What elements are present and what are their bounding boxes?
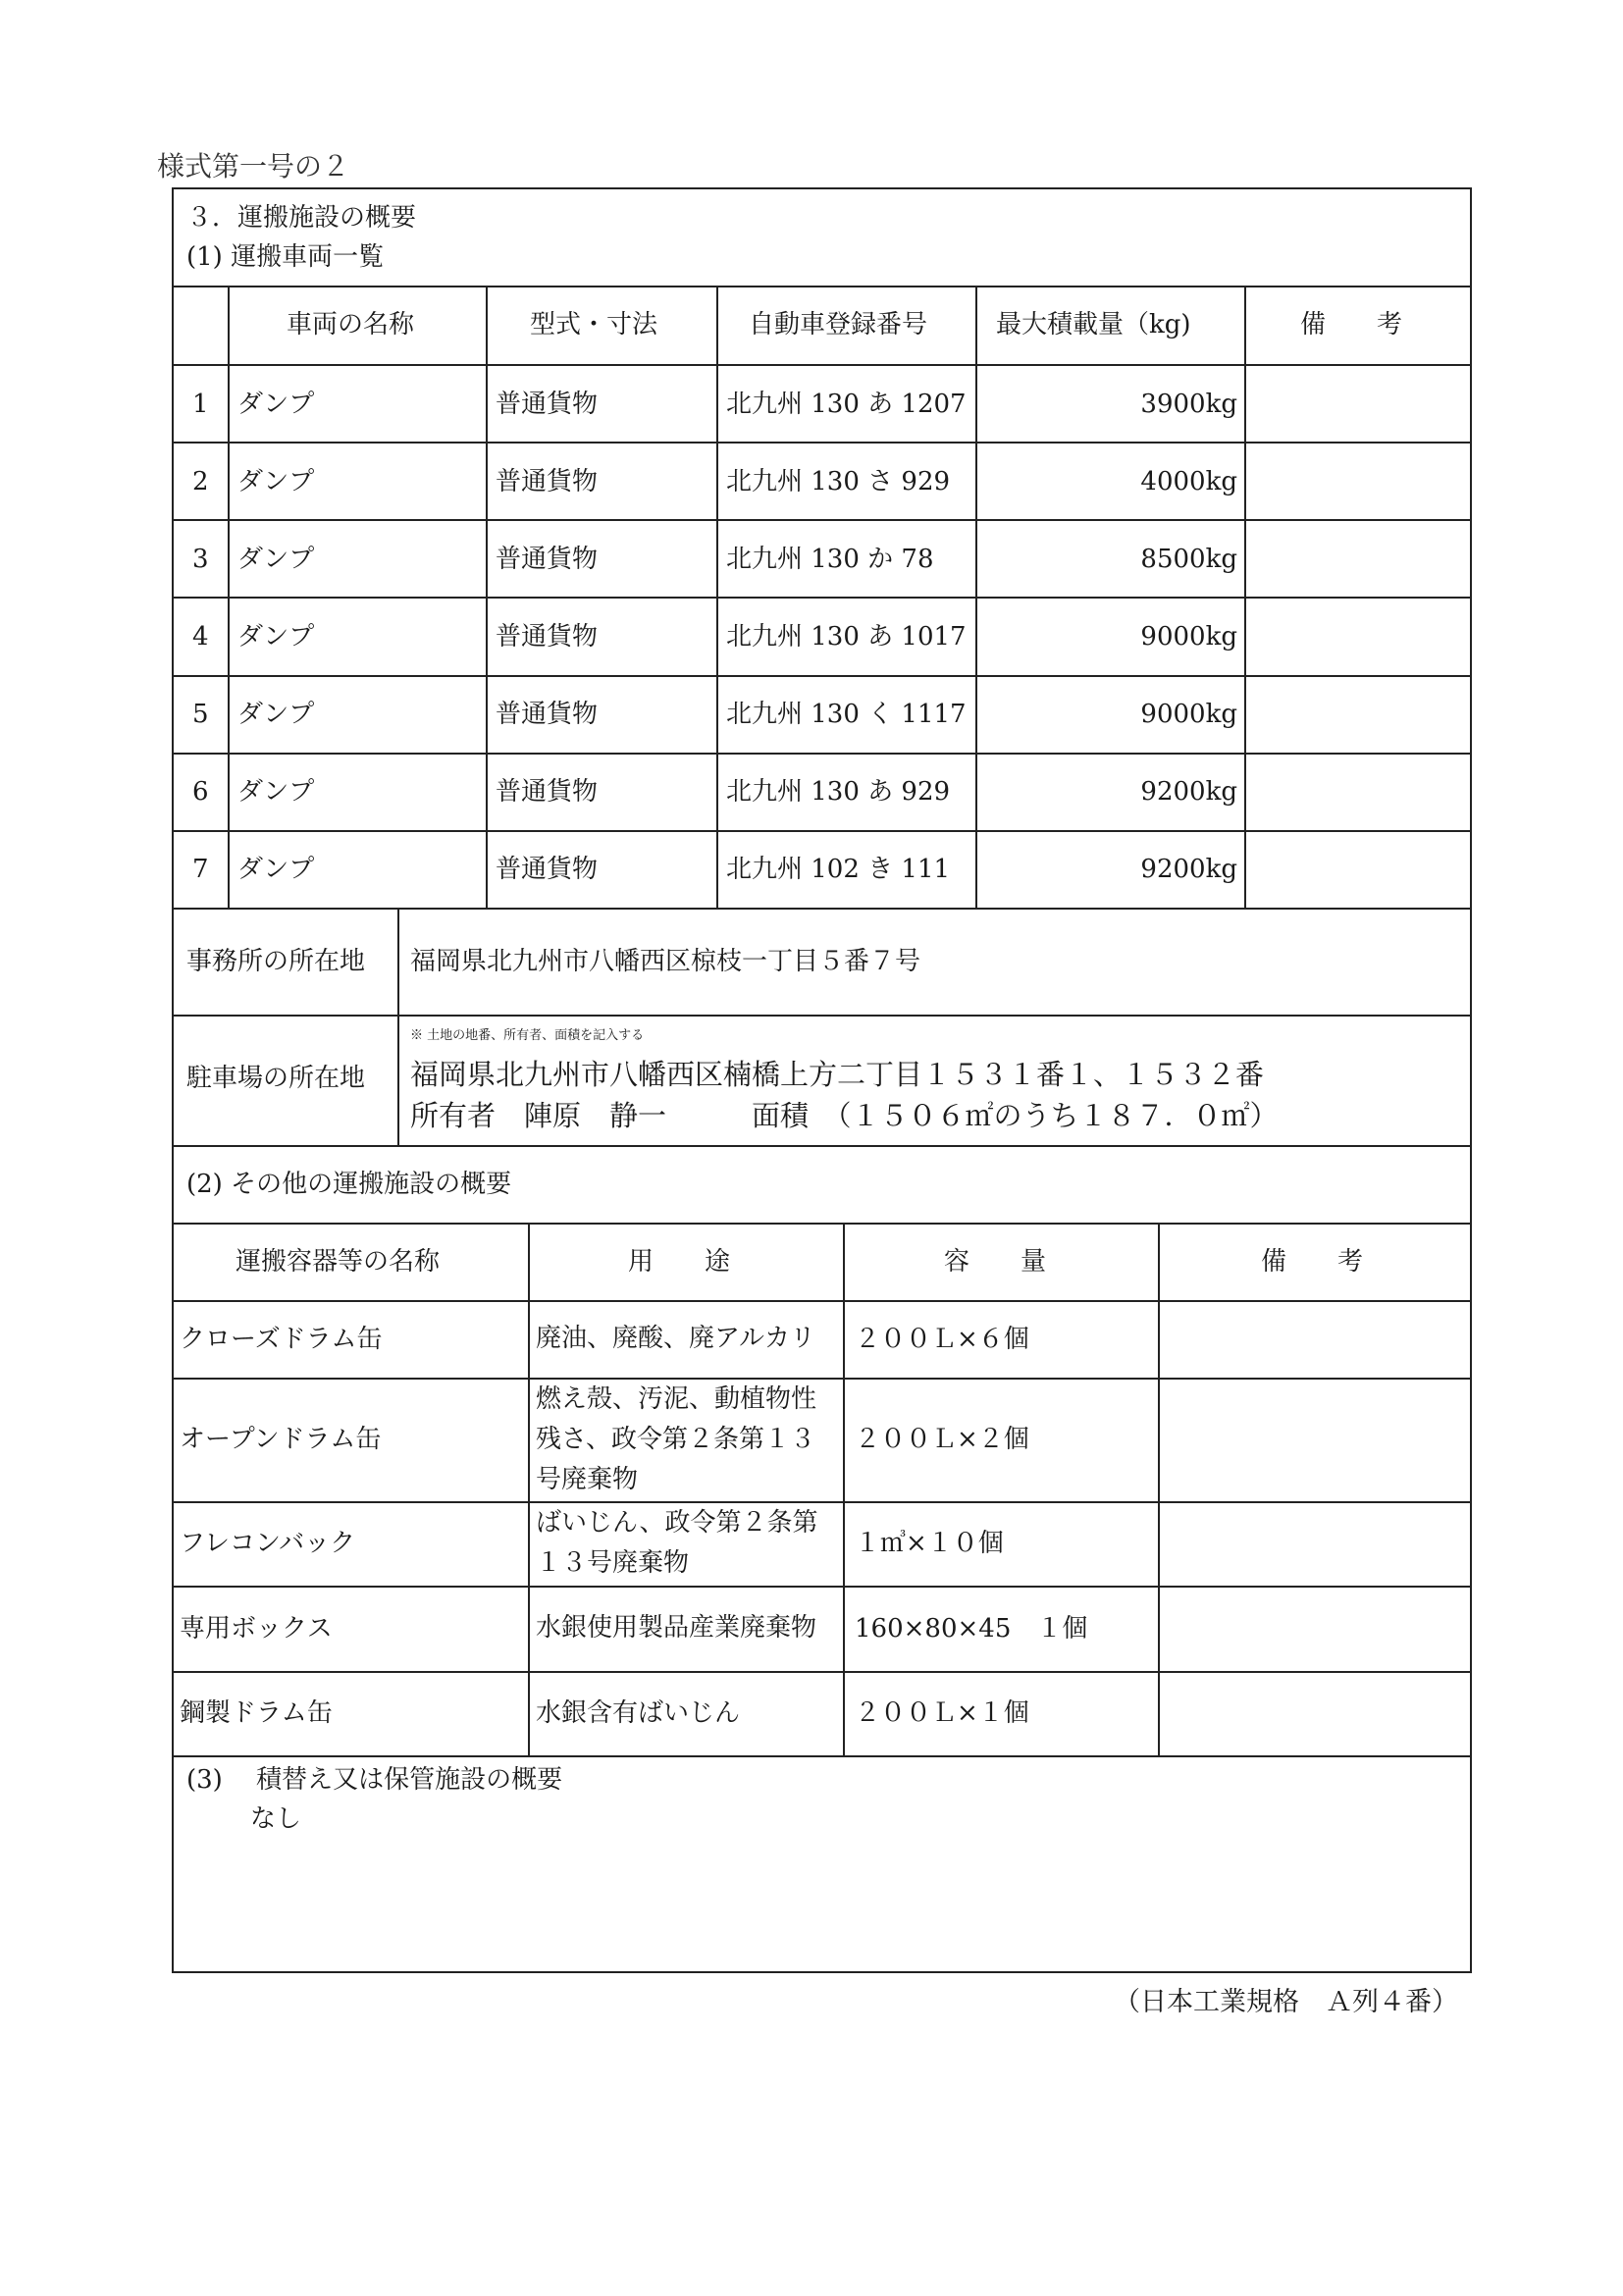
label-col-line bbox=[397, 908, 399, 1145]
container-row-line bbox=[172, 1586, 1472, 1588]
container-use-line: 燃え殻、汚泥、動植物性 bbox=[536, 1383, 817, 1414]
parking-address: 福岡県北九州市八幡西区楠橋上方二丁目１５３１番１、１５３２番 bbox=[410, 1058, 1265, 1091]
container-capacity: ２００Ｌ×６個 bbox=[855, 1324, 1029, 1354]
vehicle-max-load: 4000kg bbox=[1140, 467, 1237, 496]
section-3-title: ３．運搬施設の概要 bbox=[186, 203, 417, 233]
vehicle-header-3: 最大積載量（kg) bbox=[996, 310, 1191, 339]
container-col-line bbox=[1158, 1223, 1160, 1755]
vehicle-header-4: 備 考 bbox=[1300, 310, 1403, 339]
vehicle-name: ダンプ bbox=[237, 622, 315, 652]
container-name: クローズドラム缶 bbox=[180, 1324, 383, 1354]
container-header-2: 容 量 bbox=[944, 1247, 1047, 1277]
vehicle-col-line bbox=[1244, 286, 1246, 908]
vehicle-name: ダンプ bbox=[237, 390, 315, 419]
vehicle-name: ダンプ bbox=[237, 545, 315, 574]
vehicle-row-number: 5 bbox=[192, 700, 209, 729]
office-label: 事務所の所在地 bbox=[186, 947, 366, 976]
vehicle-header-2: 自動車登録番号 bbox=[749, 310, 928, 339]
section-3b-title: (3) 積替え又は保管施設の概要 bbox=[186, 1765, 563, 1795]
vehicle-type: 普通貨物 bbox=[496, 390, 599, 419]
vehicle-row-line bbox=[172, 364, 1472, 366]
vehicle-row-line bbox=[172, 830, 1472, 832]
vehicle-name: ダンプ bbox=[237, 777, 315, 807]
vehicle-header-1: 型式・寸法 bbox=[530, 310, 658, 339]
container-use-line: １３号廃棄物 bbox=[536, 1548, 690, 1578]
container-name: 鋼製ドラム缶 bbox=[180, 1698, 333, 1728]
container-capacity: １㎥×１０個 bbox=[855, 1529, 1004, 1558]
section2-row-line bbox=[172, 1223, 1472, 1225]
vehicle-type: 普通貨物 bbox=[496, 545, 599, 574]
vehicle-header-0: 車両の名称 bbox=[287, 310, 415, 339]
vehicle-row-line bbox=[172, 519, 1472, 521]
container-use-line: 水銀含有ばいじん bbox=[536, 1697, 741, 1728]
vehicle-registration: 北九州 130 あ 929 bbox=[726, 777, 951, 807]
vehicle-max-load: 8500kg bbox=[1140, 545, 1237, 574]
container-use-line: 廃油、廃酸、廃アルカリ bbox=[536, 1324, 815, 1353]
vehicle-row-number: 7 bbox=[192, 855, 209, 884]
office-row-line bbox=[172, 1015, 1472, 1017]
vehicle-row-number: 4 bbox=[192, 622, 209, 652]
vehicle-row-number: 2 bbox=[192, 467, 209, 496]
vehicle-registration: 北九州 130 さ 929 bbox=[726, 467, 951, 496]
page-footer: （日本工業規格 Ａ列４番） bbox=[1114, 1987, 1458, 2017]
vehicle-registration: 北九州 130 か 78 bbox=[726, 545, 934, 574]
vehicle-max-load: 9000kg bbox=[1140, 700, 1237, 729]
container-header-3: 備 考 bbox=[1261, 1247, 1364, 1277]
container-col-line bbox=[843, 1223, 845, 1755]
container-capacity: ２００Ｌ×２個 bbox=[855, 1425, 1029, 1454]
vehicle-registration: 北九州 130 あ 1207 bbox=[726, 390, 967, 419]
vehicle-col-line bbox=[228, 286, 230, 908]
vehicle-registration: 北九州 130 あ 1017 bbox=[726, 622, 967, 652]
vehicle-row-line bbox=[172, 753, 1472, 755]
office-address: 福岡県北九州市八幡西区椋枝一丁目５番７号 bbox=[410, 947, 921, 976]
container-capacity: ２００Ｌ×１個 bbox=[855, 1698, 1029, 1728]
parking-row-line bbox=[172, 1145, 1472, 1147]
form-label: 様式第一号の２ bbox=[157, 150, 350, 183]
section-3b-value: なし bbox=[250, 1804, 302, 1834]
vehicle-type: 普通貨物 bbox=[496, 622, 599, 652]
container-col-line bbox=[528, 1223, 530, 1755]
section-2-title: (2) その他の運搬施設の概要 bbox=[186, 1170, 512, 1199]
vehicle-col-line bbox=[486, 286, 488, 908]
vehicle-max-load: 9200kg bbox=[1140, 777, 1237, 807]
vehicle-max-load: 3900kg bbox=[1140, 390, 1237, 419]
vehicle-row-line bbox=[172, 286, 1472, 287]
container-use-line: 号廃棄物 bbox=[536, 1464, 639, 1494]
container-name: 専用ボックス bbox=[180, 1613, 333, 1644]
container-row-line bbox=[172, 1755, 1472, 1757]
container-row-line bbox=[172, 1671, 1472, 1673]
vehicle-type: 普通貨物 bbox=[496, 855, 599, 884]
container-row-line bbox=[172, 1300, 1472, 1302]
container-name: オープンドラム缶 bbox=[180, 1425, 382, 1454]
vehicle-name: ダンプ bbox=[237, 467, 315, 496]
vehicle-col-line bbox=[716, 286, 718, 908]
container-name: フレコンバック bbox=[180, 1529, 356, 1558]
vehicle-row-line bbox=[172, 597, 1472, 599]
vehicle-name: ダンプ bbox=[237, 700, 315, 729]
vehicle-max-load: 9200kg bbox=[1140, 855, 1237, 884]
vehicle-row-number: 3 bbox=[192, 545, 209, 574]
vehicle-row-number: 1 bbox=[192, 390, 209, 419]
container-header-1: 用 途 bbox=[628, 1247, 731, 1277]
vehicle-type: 普通貨物 bbox=[496, 777, 599, 807]
vehicle-row-line bbox=[172, 675, 1472, 677]
container-use-line: 水銀使用製品産業廃棄物 bbox=[536, 1613, 817, 1643]
vehicle-registration: 北九州 130 く 1117 bbox=[726, 700, 967, 729]
vehicle-col-line bbox=[975, 286, 977, 908]
vehicle-registration: 北九州 102 き 111 bbox=[726, 855, 951, 884]
vehicle-type: 普通貨物 bbox=[496, 700, 599, 729]
vehicle-row-number: 6 bbox=[192, 777, 209, 807]
container-row-line bbox=[172, 1501, 1472, 1503]
parking-note: ※ 土地の地番、所有者、面積を記入する bbox=[410, 1028, 645, 1043]
parking-owner-area: 所有者 陣原 静一 面積 （１５０６㎡のうち１８７．０㎡） bbox=[410, 1099, 1279, 1132]
container-use-line: 残さ、政令第２条第１３ bbox=[536, 1424, 815, 1454]
vehicle-max-load: 9000kg bbox=[1140, 622, 1237, 652]
container-use-line: ばいじん、政令第２条第 bbox=[536, 1508, 818, 1538]
vehicle-row-line bbox=[172, 908, 1472, 910]
container-row-line bbox=[172, 1378, 1472, 1380]
section-3-sub1: (1) 運搬車両一覧 bbox=[186, 242, 385, 272]
container-header-0: 運搬容器等の名称 bbox=[236, 1247, 441, 1277]
container-capacity: 160×80×45 １個 bbox=[855, 1613, 1088, 1644]
vehicle-type: 普通貨物 bbox=[496, 467, 599, 496]
vehicle-name: ダンプ bbox=[237, 855, 315, 884]
vehicle-row-line bbox=[172, 442, 1472, 444]
parking-label: 駐車場の所在地 bbox=[186, 1064, 366, 1093]
